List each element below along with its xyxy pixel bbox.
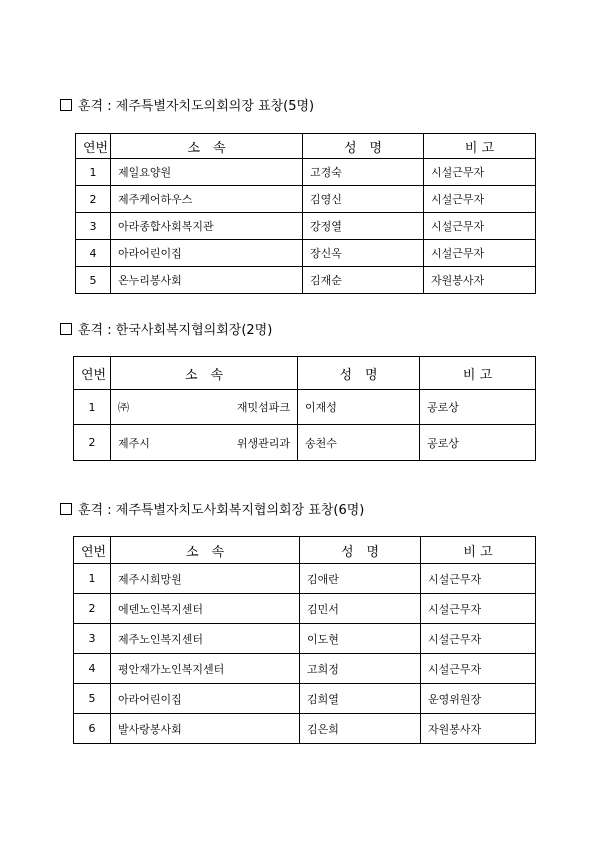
row-note: 시설근무자	[424, 213, 536, 240]
row-num: 5	[76, 267, 111, 294]
table-row	[74, 654, 536, 684]
row-note: 공로상	[420, 390, 536, 425]
header-note: 비 고	[421, 537, 536, 564]
row-org: ㈜재밋섬파크	[111, 390, 298, 425]
row-note: 시설근무자	[424, 240, 536, 267]
section-title-text: 훈격 : 제주특별자치도의회의장 표창(5명)	[78, 99, 315, 114]
table-row	[76, 267, 536, 294]
row-name: 김은희	[300, 714, 421, 744]
row-org: 제주케어하우스	[111, 186, 303, 213]
row-name: 김영신	[303, 186, 424, 213]
row-name: 장신옥	[303, 240, 424, 267]
row-note: 자원봉사자	[421, 714, 536, 744]
row-num: 3	[76, 213, 111, 240]
row-name: 송천수	[298, 425, 420, 461]
table-row	[74, 714, 536, 744]
row-note: 시설근무자	[421, 564, 536, 594]
row-org: 제주시희망원	[111, 564, 300, 594]
row-org: 평안재가노인복지센터	[111, 654, 300, 684]
header-num: 연번	[76, 134, 111, 159]
table-row	[76, 213, 536, 240]
table-row	[76, 240, 536, 267]
row-note: 시설근무자	[424, 186, 536, 213]
row-org: 제일요양원	[111, 159, 303, 186]
header-org: 소 속	[111, 357, 298, 390]
row-note: 시설근무자	[421, 624, 536, 654]
table-row	[76, 186, 536, 213]
header-num: 연번	[74, 537, 111, 564]
row-org: 에덴노인복지센터	[111, 594, 300, 624]
row-num: 1	[74, 564, 111, 594]
section-title-2	[60, 323, 272, 339]
row-num: 4	[74, 654, 111, 684]
header-note: 비 고	[420, 357, 536, 390]
row-org: 아라종합사회복지관	[111, 213, 303, 240]
row-name: 김민서	[300, 594, 421, 624]
row-num: 1	[76, 159, 111, 186]
row-name: 이재성	[298, 390, 420, 425]
header-note: 비 고	[424, 134, 536, 159]
table-row	[74, 684, 536, 714]
header-name: 성 명	[303, 134, 424, 159]
section-title-text: 훈격 : 제주특별자치도사회복지협의회장 표창(6명)	[78, 503, 365, 518]
header-name: 성 명	[300, 537, 421, 564]
table-row	[74, 564, 536, 594]
row-org: 아라어린이집	[111, 684, 300, 714]
checkbox-square-icon	[60, 99, 72, 111]
header-name: 성 명	[298, 357, 420, 390]
section-title-text: 훈격 : 한국사회복지협의회장(2명)	[78, 323, 273, 338]
row-name: 김재순	[303, 267, 424, 294]
row-num: 1	[74, 390, 111, 425]
row-note: 시설근무자	[424, 159, 536, 186]
checkbox-square-icon	[60, 323, 72, 335]
table-header-row	[76, 134, 536, 159]
row-org: 제주노인복지센터	[111, 624, 300, 654]
row-org: 발사랑봉사회	[111, 714, 300, 744]
table-row	[74, 425, 536, 461]
award-table-3	[73, 536, 536, 744]
row-name: 김희열	[300, 684, 421, 714]
row-num: 2	[74, 594, 111, 624]
row-note: 시설근무자	[421, 594, 536, 624]
row-note: 시설근무자	[421, 654, 536, 684]
table-row	[74, 390, 536, 425]
row-num: 5	[74, 684, 111, 714]
row-note: 자원봉사자	[424, 267, 536, 294]
row-num: 3	[74, 624, 111, 654]
row-name: 고희정	[300, 654, 421, 684]
row-num: 6	[74, 714, 111, 744]
row-num: 2	[76, 186, 111, 213]
table-row	[74, 594, 536, 624]
row-name: 강정열	[303, 213, 424, 240]
table-header-row	[74, 357, 536, 390]
row-name: 김애란	[300, 564, 421, 594]
row-org: 제주시 위생관리과	[111, 425, 298, 461]
table-row	[74, 624, 536, 654]
row-name: 고경숙	[303, 159, 424, 186]
row-note: 운영위원장	[421, 684, 536, 714]
section-title-3	[60, 503, 364, 519]
row-num: 4	[76, 240, 111, 267]
row-name: 이도현	[300, 624, 421, 654]
section-title-1	[60, 99, 314, 115]
header-org: 소 속	[111, 134, 303, 159]
table-header-row	[74, 537, 536, 564]
row-org: 아라어린이집	[111, 240, 303, 267]
award-table-1	[75, 133, 536, 294]
header-num: 연번	[74, 357, 111, 390]
row-num: 2	[74, 425, 111, 461]
award-table-2	[73, 356, 536, 461]
header-org: 소 속	[111, 537, 300, 564]
table-row	[76, 159, 536, 186]
row-note: 공로상	[420, 425, 536, 461]
checkbox-square-icon	[60, 503, 72, 515]
row-org: 온누리봉사회	[111, 267, 303, 294]
